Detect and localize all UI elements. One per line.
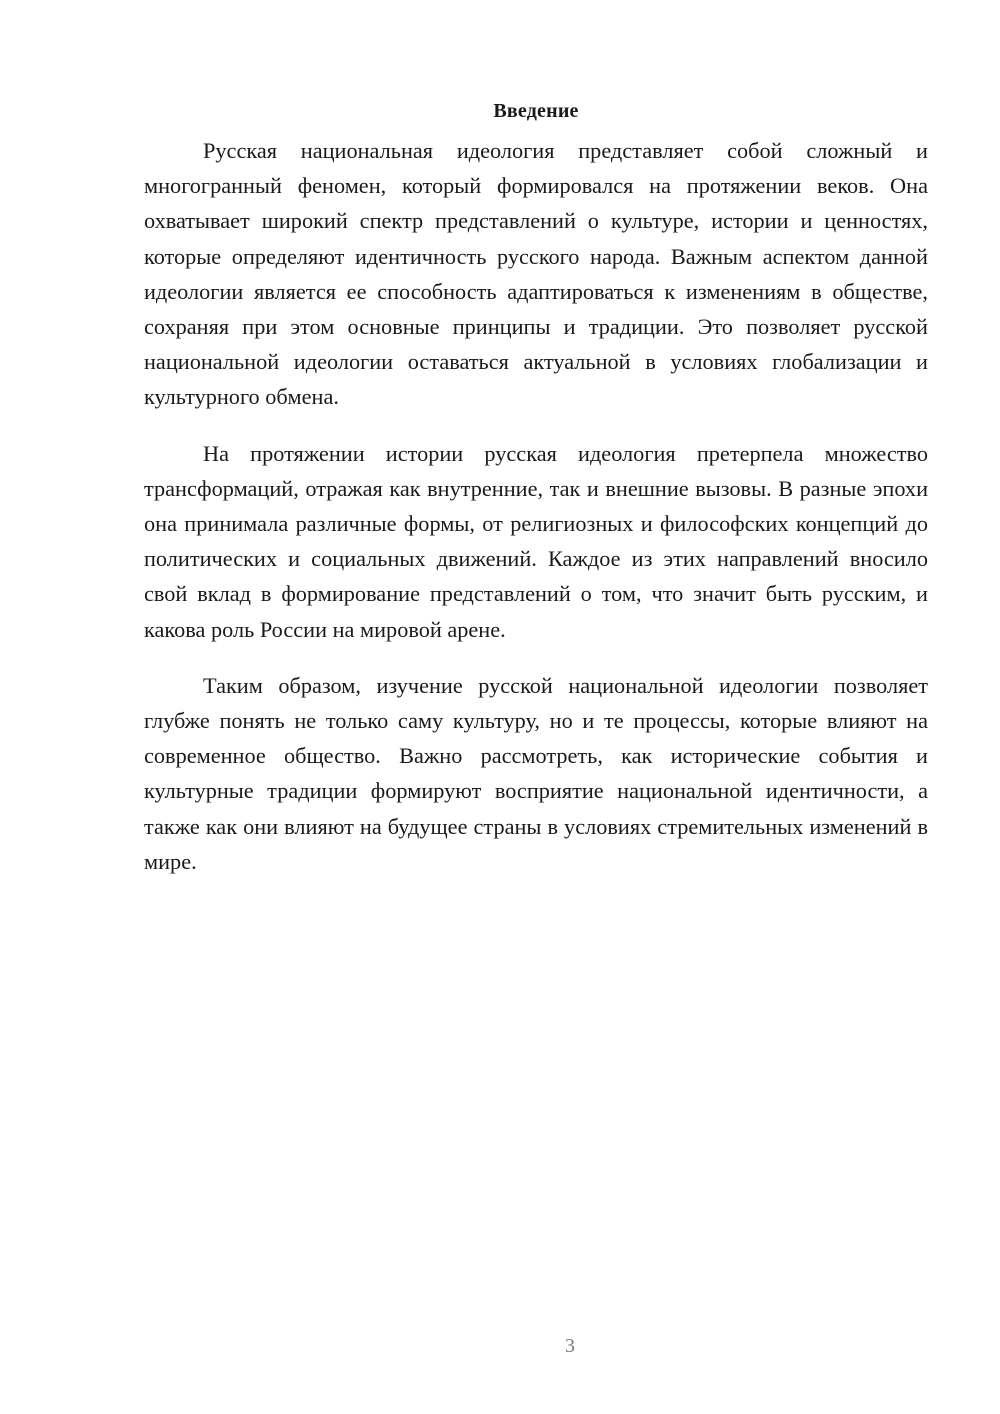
paragraph-1: Русская национальная идеология представляет собой сложный и многогранный феномен, который формировался на протяжении веков. Она охватывает широкий спектр представлений о культуре, истории и ценностях, которые определяют идентичность русского народа. Важным аспектом данной идеологии является ее способность адаптироваться к изменениям в обществе, сохраняя при этом основные принципы и традиции. Это позволяет русской национальной идеологии оставаться актуальной в условиях глобализации и культурного обмена. <box>144 138 928 410</box>
page-content <box>144 97 928 879</box>
paragraph-3: Таким образом, изучение русской национальной идеологии позволяет глубже понять не только саму культуру, но и те процессы, которые влияют на современное общество. Важно рассмотреть, как исторические события и культурные традиции формируют восприятие национальной идентичности, а также как они влияют на будущее страны в условиях стремительных изменений в мире. <box>144 672 928 874</box>
page-number: 3 <box>565 1335 575 1357</box>
paragraph-2: На протяжении истории русская идеология претерпела множество трансформаций, отражая как внутренние, так и внешние вызовы. В разные эпохи она принимала различные формы, от религиозных и философских концепций до политических и социальных движений. Каждое из этих направлений вносило свой вклад в формирование представлений о том, что значит быть русским, и какова роль России на мировой арене. <box>144 440 928 642</box>
section-title: Введение <box>493 100 579 122</box>
